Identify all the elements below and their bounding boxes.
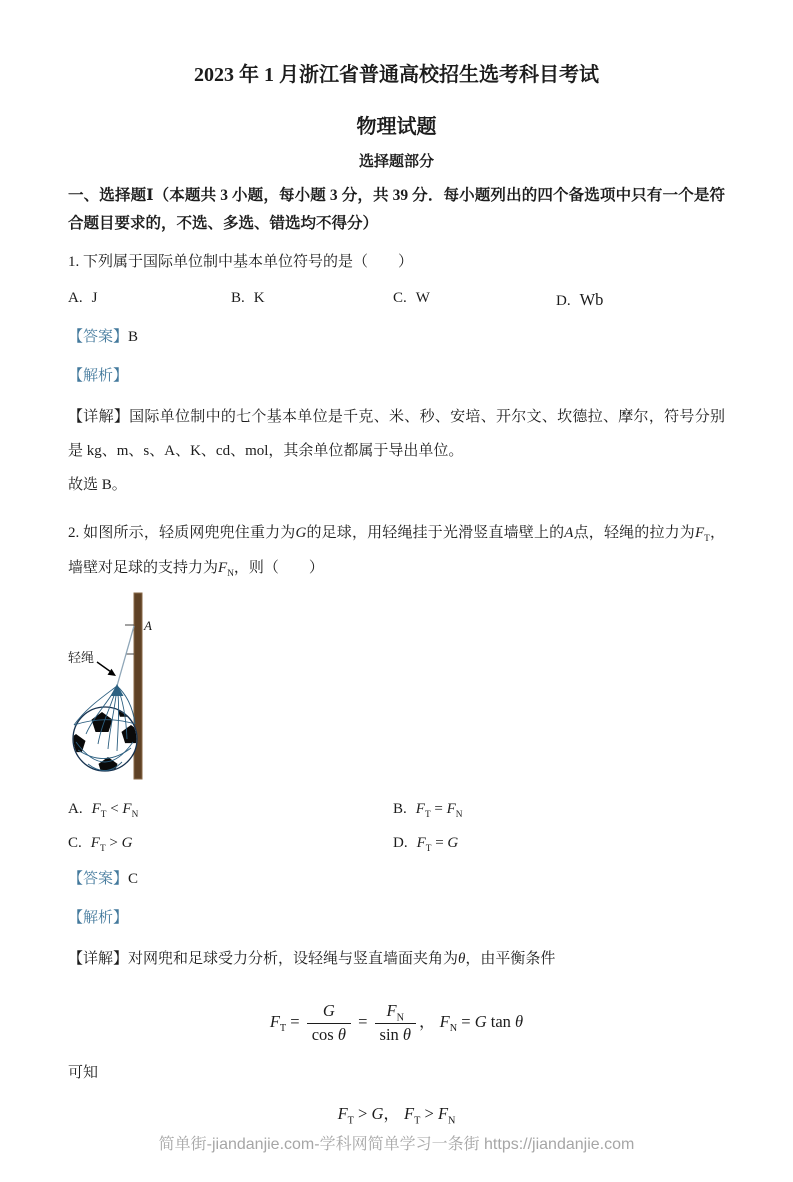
q2-option-c: C. $F_T > G$ [68,835,133,854]
section-intro: 一、选择题Ⅰ（本题共 3 小题，每小题 3 分，共 39 分．每小题列出的四个备选项中只有一个是符合题目要求的，不选、多选、错选均不得分） [68,187,725,232]
answer-label: 【答案】 [68,871,129,887]
analysis-label: 【解析】 [68,368,129,384]
q1-analysis-line [68,364,725,388]
section-heading: 选择题部分 [358,154,434,170]
q2-option-d: D. $F_T = G$ [393,835,459,854]
point-a-label: A [144,618,152,633]
exam-subject-title: 物理试题 [356,116,437,138]
document-page [0,60,793,1135]
analysis-label: 【解析】 [68,910,129,926]
q2-option-a: A. $F_T < F_N$ [68,801,139,820]
question-2-figure [64,592,725,789]
q2-answer-value: C [128,871,139,887]
q1-option-c: C. W [393,290,430,306]
rope [117,626,134,686]
q2-analysis-line [68,906,725,930]
question-1-options [68,290,725,310]
answer-label: 【答案】 [68,329,129,345]
rope-arrow [97,662,116,676]
q1-option-d: D. Wb [556,290,604,309]
q2-detail: 【详解】对网兜和足球受力分析，设轻绳与竖直墙面夹角为θ，由平衡条件 [68,951,556,967]
q1-detail: 【详解】国际单位制中的七个基本单位是千克、米、秒、安培、开尔文、坎德拉、摩尔，符号分别是 kg、m、s、A、K、cd、mol，其余单位都属于导出单位。 [68,409,725,459]
q2-result-formula: $F_T > G$， $F_T > F_N$ [337,1104,456,1127]
q2-option-b: B. $F_T = F_N$ [393,801,463,820]
q1-answer-line [68,325,725,349]
watermark-footer: 简单街-jiandanjie.com-学科网简单学习一条街 https://jiandanjie.com [158,1136,635,1153]
soccer-ball-on-wall-figure [64,592,182,784]
q1-option-b: B. K [231,290,265,306]
q1-conclusion: 故选 B。 [68,477,127,493]
exam-title: 2023 年 1 月浙江省普通高校招生选考科目考试 [194,64,599,86]
q2-known-text: 可知 [68,1065,99,1081]
q1-answer-value: B [128,329,139,345]
q2-answer-line [68,867,725,891]
question-2-options [68,801,725,852]
q2-equilibrium-formula: $F_T$ = $\frac{G}{\text{cos θ}}$ = $\frac{F_N}{\text{sin θ}}$ ， $F_N = G$ tan θ [269,1001,524,1044]
question-1-stem: 1. 下列属于国际单位制中基本单位符号的是（ ） [68,254,414,270]
q1-option-a: A. J [68,290,98,306]
question-2-stem: 2. 如图所示，轻质网兜兜住重力为G的足球，用轻绳挂于光滑竖直墙壁上的A点，轻绳的拉力为$F_T$，墙壁对足球的支持力为$F_N$，则（ ） [68,525,725,579]
rope-label: 轻绳 [68,650,95,665]
